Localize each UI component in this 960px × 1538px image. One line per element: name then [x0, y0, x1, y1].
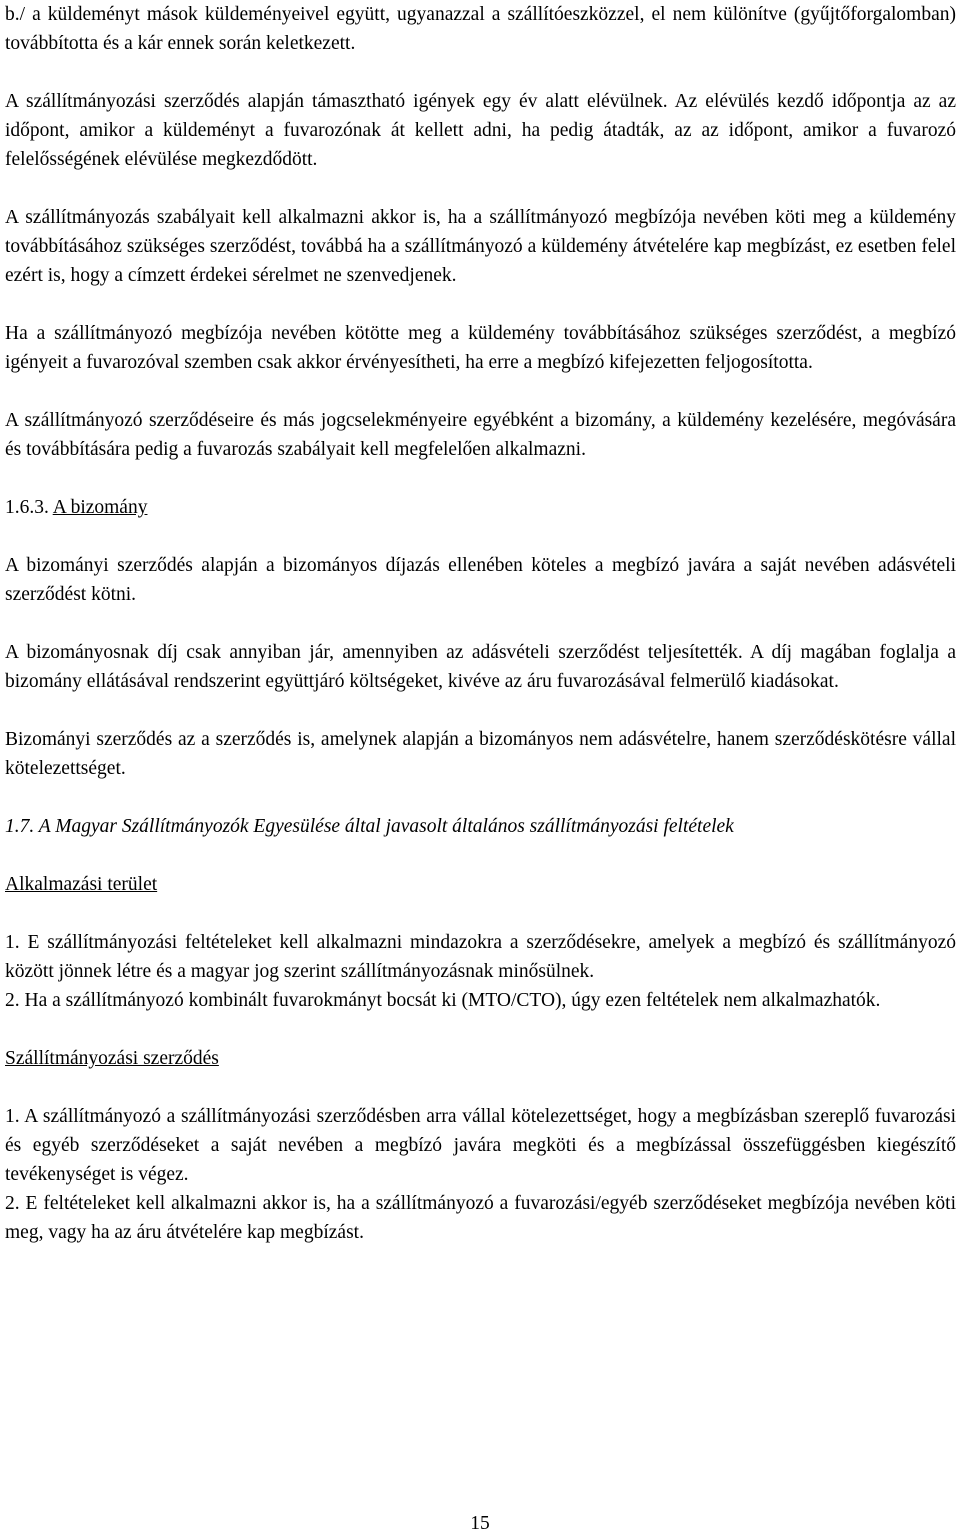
paragraph-commission-fee: A bizományosnak díj csak annyiban jár, amennyiben az adásvételi szerződést teljesítették. A díj magában foglalja a bizomány ellátásával rendszerint együttjáró költségeket, kivéve az áru fuvarozásával felmerülő kiadásokat.	[5, 642, 956, 692]
paragraph-other-rules: A szállítmányozó szerződéseire és más jogcselekményeire egyébként a bizomány, a küldemény kezelésére, megóvására és továbbítására pedig a fuvarozás szabályait kell megfelelően alkalmazni.	[5, 410, 956, 460]
contract-list	[5, 1102, 956, 1247]
list-item: 1. A szállítmányozó a szállítmányozási szerződésben arra vállal kötelezettséget, hogy a megbízásban szereplő fuvarozási és egyéb szerződéseket a saját nevében a megbízó javára megköti és a megbízással összefüggésben kiegészítő tevékenységet is végez.	[5, 1106, 956, 1185]
paragraph-commission-definition: Bizományi szerződés az a szerződés is, amelynek alapján a bizományos nem adásvételre, hanem szerződéskötésre vállal kötelezettséget.	[5, 729, 956, 779]
section-heading-bizomany	[5, 493, 956, 522]
scope-list	[5, 928, 956, 1015]
document-page	[5, 0, 956, 1276]
subheading-scope: Alkalmazási terület	[5, 874, 158, 895]
section-title: A bizomány	[52, 497, 148, 518]
subheading-forwarding-contract: Szállítmányozási szerződés	[5, 1048, 219, 1069]
page-number: 15	[470, 1513, 490, 1534]
paragraph-commission-contract: A bizományi szerződés alapján a bizományos díjazás ellenében köteles a megbízó javára a saját nevében adásvételi szerződést kötni.	[5, 555, 956, 605]
paragraph-principal-claims: Ha a szállítmányozó megbízója nevében kötötte meg a küldemény továbbításához szükséges szerződést, a megbízó igényeit a fuvarozóval szemben csak akkor érvényesítheti, ha erre a megbízó kifejezetten feljogosította.	[5, 323, 956, 373]
list-item: 2. Ha a szállítmányozó kombinált fuvarokmányt bocsát ki (MTO/CTO), úgy ezen feltételek nem alkalmazhatók.	[5, 990, 881, 1011]
list-item: 1. E szállítmányozási feltételeket kell alkalmazni mindazokra a szerződésekre, amelyek a megbízó és szállítmányozó között jönnek létre és a magyar jog szerint szállítmányozásnak minősülnek.	[5, 932, 956, 982]
paragraph-limitation: A szállítmányozási szerződés alapján támasztható igények egy év alatt elévülnek. Az elévülés kezdő időpontja az az időpont, amikor a küldeményt a fuvarozónak át kellett adni, ha pedig átadták, az az időpont, amikor a fuvarozó felelősségének elévülése megkezdődött.	[5, 91, 956, 170]
section-number: 1.6.3.	[5, 497, 53, 518]
paragraph-rules-apply: A szállítmányozás szabályait kell alkalmazni akkor is, ha a szállítmányozó megbízója nevében köti meg a küldemény továbbításához szükséges szerződést, továbbá ha a szállítmányozó a küldemény átvételére kap megbízást, ez esetben felel ezért is, hogy a címzett érdekei sérelmet ne szenvedjenek.	[5, 207, 956, 286]
list-item: 2. E feltételeket kell alkalmazni akkor is, ha a szállítmányozó a fuvarozási/egyéb szerződéseket megbízója nevében köti meg, vagy ha az áru átvételére kap megbízást.	[5, 1193, 956, 1243]
paragraph-liability-b: b./ a küldeményt mások küldeményeivel együtt, ugyanazzal a szállítóeszközzel, el nem különítve (gyűjtőforgalomban) továbbította és a kár ennek során keletkezett.	[5, 4, 956, 54]
section-heading-general-conditions: 1.7. A Magyar Szállítmányozók Egyesülése által javasolt általános szállítmányozási feltételek	[5, 816, 734, 837]
